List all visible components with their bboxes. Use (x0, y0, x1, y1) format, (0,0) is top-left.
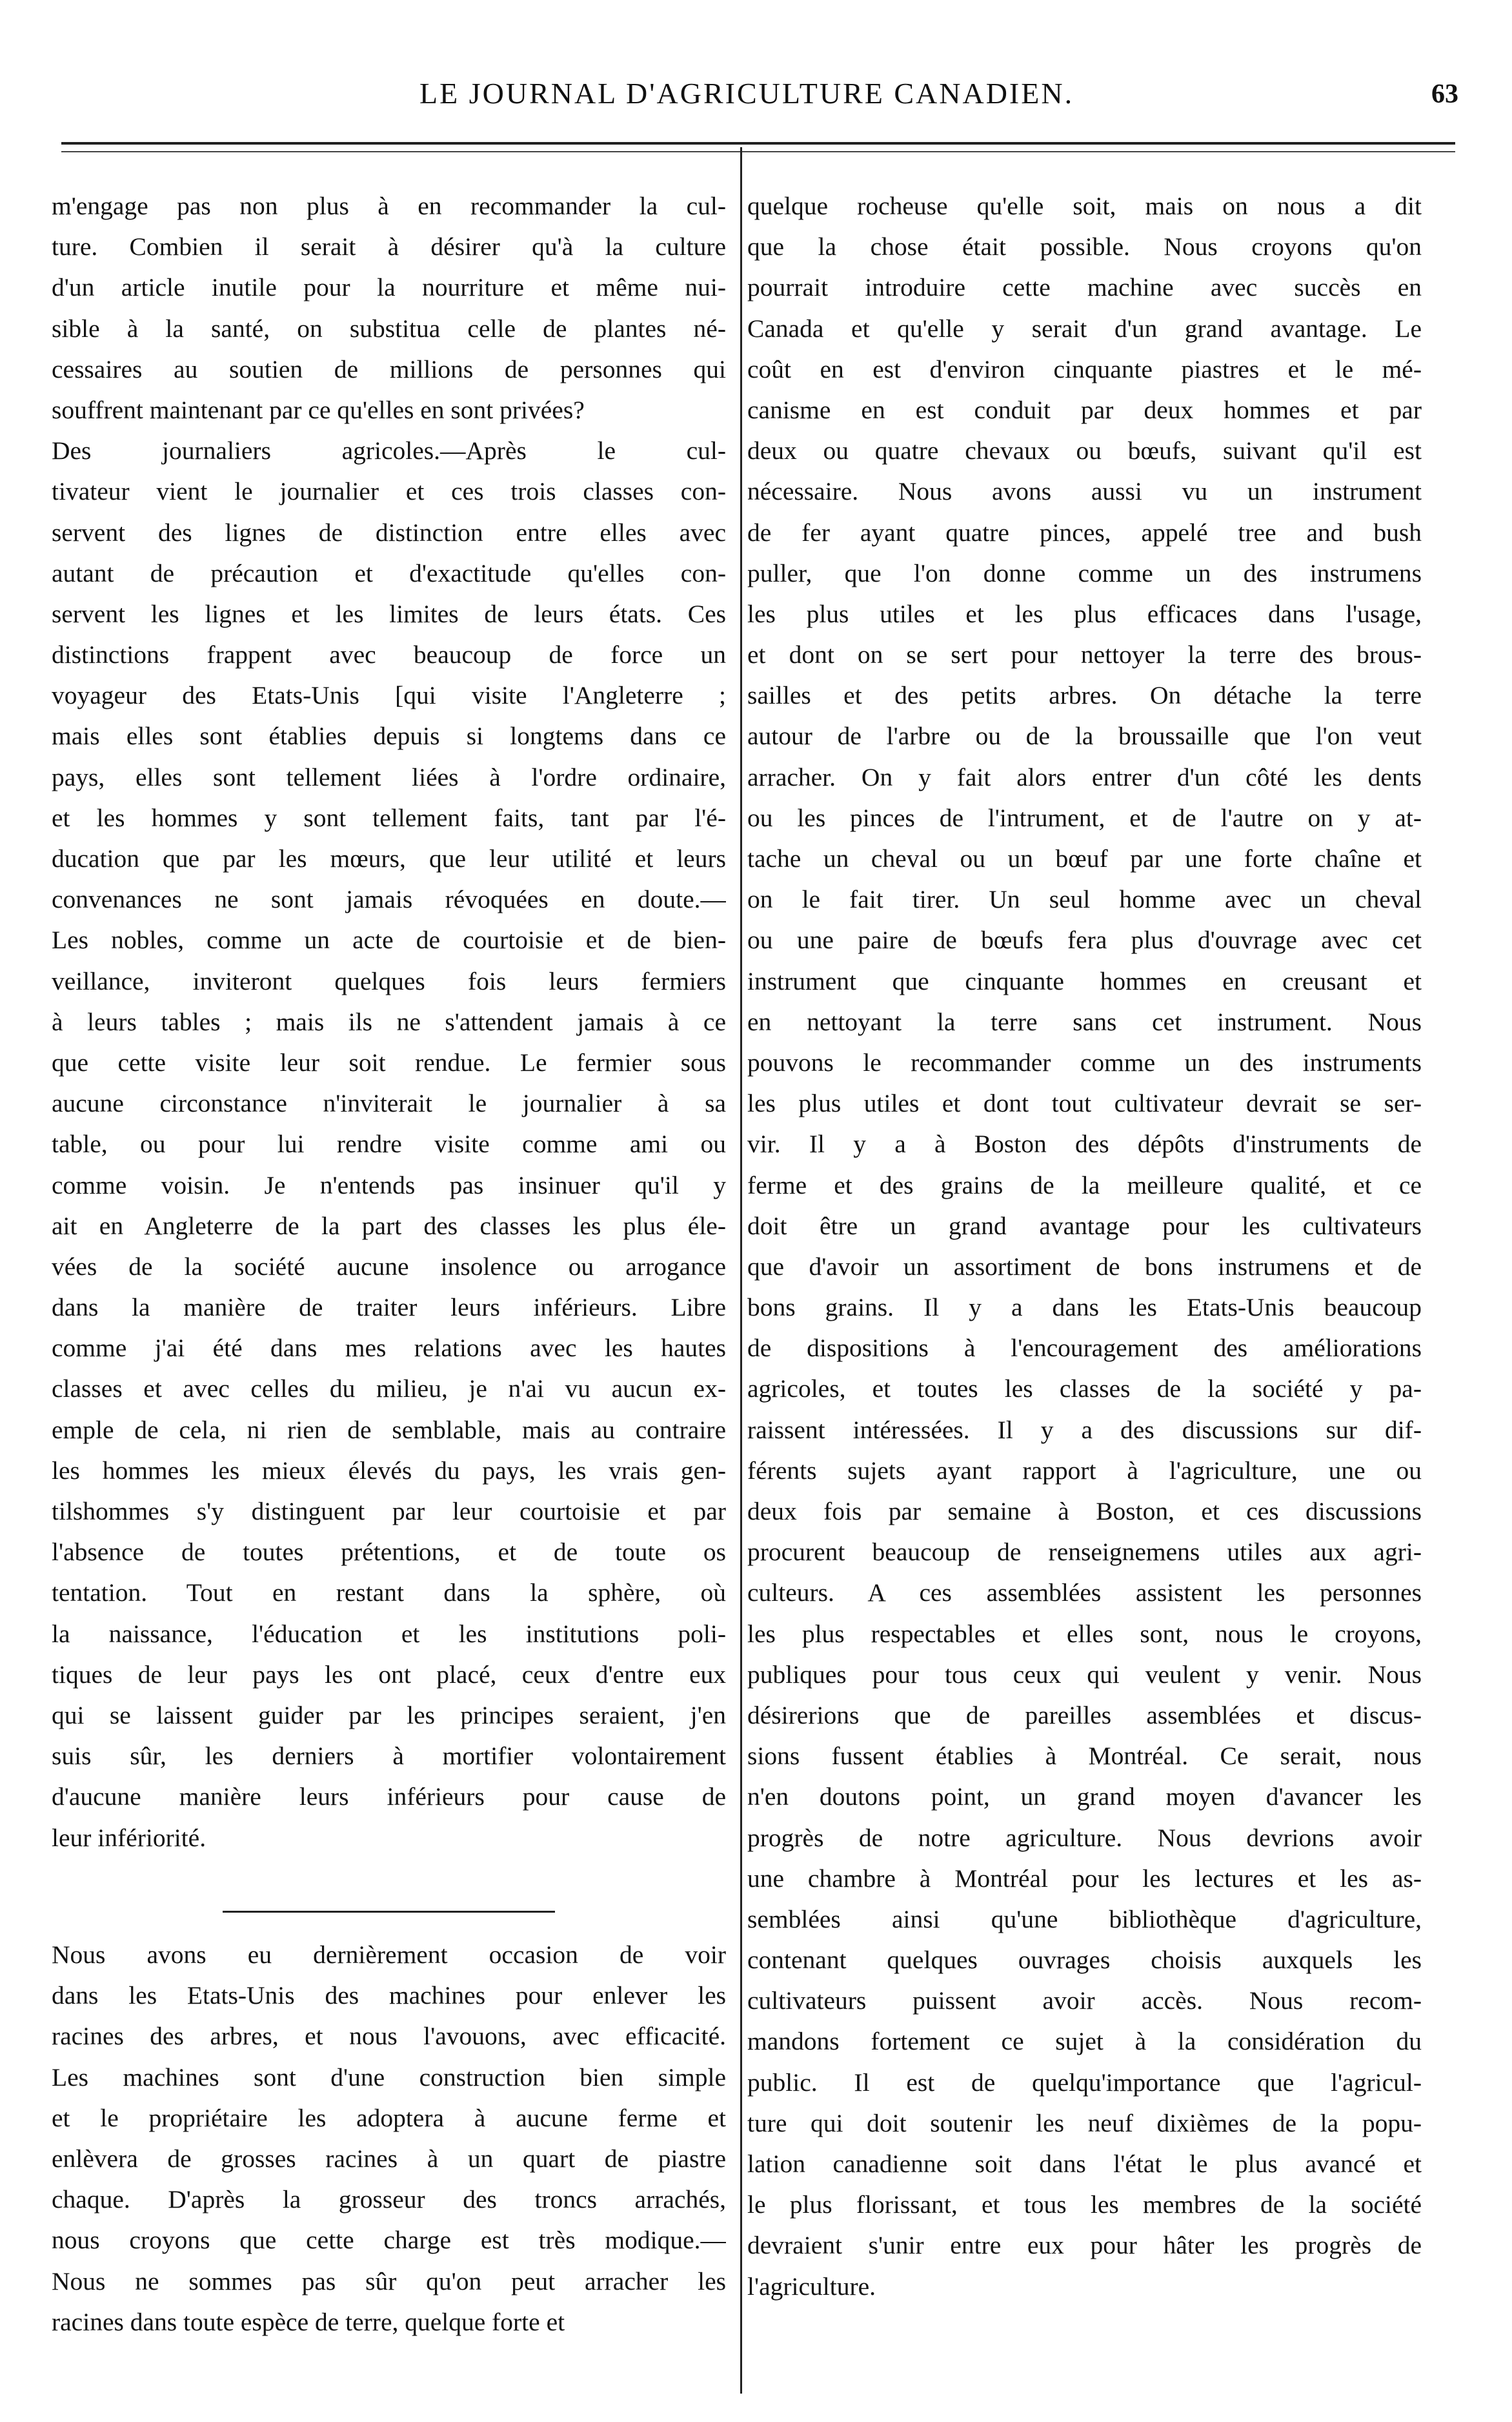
text-line: qui se laissent guider par les principes seraient, j'en (52, 1700, 726, 1729)
text-line: Nous avons eu dernièrement occasion de voir (52, 1940, 726, 1969)
text-line: et les hommes y sont tellement faits, tant par l'é- (52, 803, 726, 832)
text-line: la naissance, l'éducation et les institutions poli- (52, 1619, 726, 1648)
text-line: le plus florissant, et tous les membres de la société (747, 2190, 1422, 2219)
text-line: suis sûr, les derniers à mortifier volontairement (52, 1742, 726, 1771)
text-line: sible à la santé, on substitua celle de plantes né- (52, 314, 726, 343)
text-line: lation canadienne soit dans l'état le plus avancé et (747, 2150, 1422, 2178)
text-line: voyageur des Etats-Unis [qui visite l'Angleterre ; (52, 681, 726, 710)
text-line: semblées ainsi qu'une bibliothèque d'agriculture, (747, 1904, 1422, 1933)
journal-title: LE JOURNAL D'AGRICULTURE CANADIEN. (419, 77, 1074, 110)
text-line: à leurs tables ; mais ils ne s'attendent jamais à ce (52, 1007, 726, 1036)
text-line: férents sujets ayant rapport à l'agriculture, une ou (747, 1456, 1422, 1485)
text-line: tiques de leur pays les ont placé, ceux d'entre eux (52, 1660, 726, 1689)
text-line: ture. Combien il serait à désirer qu'à la culture (52, 232, 726, 261)
text-line: les plus utiles et les plus efficaces dans l'usage, (747, 599, 1422, 628)
text-line: classes et avec celles du milieu, je n'ai vu aucun ex- (52, 1374, 726, 1403)
text-line: racines des arbres, et nous l'avouons, avec efficacité. (52, 2022, 726, 2051)
column-divider (740, 147, 742, 2394)
text-line: convenances ne sont jamais révoquées en doute.— (52, 885, 726, 914)
text-line: veillance, inviteront quelques fois leurs fermiers (52, 966, 726, 995)
text-line: pays, elles sont tellement liées à l'ordre ordinaire, (52, 762, 726, 791)
text-line: vir. Il y a à Boston des dépôts d'instruments de (747, 1130, 1422, 1159)
text-line: aucune circonstance n'inviterait le journalier à sa (52, 1089, 726, 1118)
text-line: désirerions que de pareilles assemblées et discus- (747, 1700, 1422, 1729)
text-line: cultivateurs puissent avoir accès. Nous recom- (747, 1986, 1422, 2015)
text-line: Canada et qu'elle y serait d'un grand avantage. Le (747, 314, 1422, 343)
text-line: m'engage pas non plus à en recommander la cul- (52, 192, 726, 220)
text-line: sailles et des petits arbres. On détache la terre (747, 681, 1422, 710)
text-line: mais elles sont établies depuis si longtems dans ce (52, 722, 726, 751)
text-line: que cette visite leur soit rendue. Le fermier sous (52, 1048, 726, 1077)
text-line: bons grains. Il y a dans les Etats-Unis beaucoup (747, 1293, 1422, 1322)
text-line: procurent beaucoup de renseignemens utiles aux agri- (747, 1538, 1422, 1567)
text-line: sions fussent établies à Montréal. Ce serait, nous (747, 1742, 1422, 1771)
text-line: les plus utiles et dont tout cultivateur devrait se ser- (747, 1089, 1422, 1118)
section-divider-rule (223, 1911, 555, 1913)
text-line: nous croyons que cette charge est très modique.— (52, 2226, 726, 2255)
left-column-second-article (52, 1935, 726, 2343)
text-line: progrès de notre agriculture. Nous devrions avoir (747, 1823, 1422, 1852)
text-line: une chambre à Montréal pour les lectures et les as- (747, 1864, 1422, 1893)
text-line: pourrait introduire cette machine avec succès en (747, 273, 1422, 302)
left-column (52, 186, 726, 1858)
text-line: leur infériorité. (52, 1823, 207, 1852)
text-line: en nettoyant la terre sans cet instrument. Nous (747, 1007, 1422, 1036)
text-line: mandons fortement ce sujet à la considération du (747, 2027, 1422, 2056)
text-line: que d'avoir un assortiment de bons instrumens et de (747, 1252, 1422, 1281)
text-line: et dont on se sert pour nettoyer la terre des brous- (747, 640, 1422, 669)
text-line: public. Il est de quelqu'importance que l'agricul- (747, 2068, 1422, 2097)
text-line: agricoles, et toutes les classes de la société y pa- (747, 1374, 1422, 1403)
text-line: l'agriculture. (747, 2272, 876, 2301)
text-line: raissent intéressées. Il y a des discussions sur dif- (747, 1415, 1422, 1444)
text-line: chaque. D'après la grosseur des troncs arrachés, (52, 2185, 726, 2214)
text-line: servent les lignes et les limites de leurs états. Ces (52, 599, 726, 628)
text-line: Les machines sont d'une construction bien simple (52, 2062, 726, 2091)
text-line: ferme et des grains de la meilleure qualité, et ce (747, 1170, 1422, 1199)
text-line: d'un article inutile pour la nourriture et même nui- (52, 273, 726, 302)
text-line: enlèvera de grosses racines à un quart de piastre (52, 2144, 726, 2173)
text-line: contenant quelques ouvrages choisis auxquels les (747, 1946, 1422, 1975)
text-line: comme voisin. Je n'entends pas insinuer qu'il y (52, 1170, 726, 1199)
text-line: dans la manière de traiter leurs inférieurs. Libre (52, 1293, 726, 1322)
text-line: Des journaliers agricoles.—Après le cul- (52, 436, 726, 465)
text-line: les hommes les mieux élevés du pays, les vrais gen- (52, 1456, 726, 1485)
text-line: instrument que cinquante hommes en creusant et (747, 966, 1422, 995)
text-line: pouvons le recommander comme un des instruments (747, 1048, 1422, 1077)
text-line: les plus respectables et elles sont, nous le croyons, (747, 1619, 1422, 1648)
text-line: ture qui doit soutenir les neuf dixièmes de la popu- (747, 2108, 1422, 2137)
text-line: ducation que par les mœurs, que leur utilité et leurs (52, 844, 726, 873)
text-line: n'en doutons point, un grand moyen d'avancer les (747, 1782, 1422, 1811)
text-line: ou une paire de bœufs fera plus d'ouvrage avec cet (747, 926, 1422, 955)
text-line: de fer ayant quatre pinces, appelé tree and bush (747, 518, 1422, 547)
text-line: Les nobles, comme un acte de courtoisie et de bien- (52, 926, 726, 955)
text-line: emple de cela, ni rien de semblable, mais au contraire (52, 1415, 726, 1444)
text-line: d'aucune manière leurs inférieurs pour cause de (52, 1782, 726, 1811)
page-number: 63 (1431, 79, 1458, 109)
header-rule (61, 142, 1455, 152)
text-line: souffrent maintenant par ce qu'elles en sont privées? (52, 395, 585, 424)
text-line: ou les pinces de l'intrument, et de l'autre on y at- (747, 803, 1422, 832)
text-line: racines dans toute espèce de terre, quelque forte et (52, 2307, 565, 2336)
text-line: vées de la société aucune insolence ou arrogance (52, 1252, 726, 1281)
text-line: devraient s'unir entre eux pour hâter les progrès de (747, 2231, 1422, 2260)
text-line: deux ou quatre chevaux ou bœufs, suivant qu'il est (747, 436, 1422, 465)
text-line: quelque rocheuse qu'elle soit, mais on nous a dit (747, 192, 1422, 220)
text-line: l'absence de toutes prétentions, et de toute os (52, 1538, 726, 1567)
text-line: puller, que l'on donne comme un des instrumens (747, 558, 1422, 587)
text-line: publiques pour tous ceux qui veulent y venir. Nous (747, 1660, 1422, 1689)
text-line: table, ou pour lui rendre visite comme ami ou (52, 1130, 726, 1159)
text-line: canisme en est conduit par deux hommes et par (747, 395, 1422, 424)
text-line: tentation. Tout en restant dans la sphère, où (52, 1578, 726, 1607)
text-line: coût en est d'environ cinquante piastres et le mé- (747, 354, 1422, 383)
text-line: arracher. On y fait alors entrer d'un côté les dents (747, 762, 1422, 791)
text-line: et le propriétaire les adoptera à aucune ferme et (52, 2103, 726, 2132)
text-line: distinctions frappent avec beaucoup de force un (52, 640, 726, 669)
text-line: autour de l'arbre ou de la broussaille que l'on veut (747, 722, 1422, 751)
text-line: ait en Angleterre de la part des classes les plus éle- (52, 1211, 726, 1240)
text-line: autant de précaution et d'exactitude qu'elles con- (52, 558, 726, 587)
text-line: Nous ne sommes pas sûr qu'on peut arracher les (52, 2266, 726, 2295)
page-header (52, 76, 1458, 128)
text-line: que la chose était possible. Nous croyons qu'on (747, 232, 1422, 261)
text-line: comme j'ai été dans mes relations avec les hautes (52, 1334, 726, 1363)
text-line: doit être un grand avantage pour les cultivateurs (747, 1211, 1422, 1240)
text-line: tilshommes s'y distinguent par leur courtoisie et par (52, 1497, 726, 1525)
right-column (747, 186, 1422, 2307)
text-line: tache un cheval ou un bœuf par une forte chaîne et (747, 844, 1422, 873)
text-line: on le fait tirer. Un seul homme avec un cheval (747, 885, 1422, 914)
text-line: dans les Etats-Unis des machines pour enlever les (52, 1981, 726, 2010)
text-line: culteurs. A ces assemblées assistent les personnes (747, 1578, 1422, 1607)
text-line: servent des lignes de distinction entre elles avec (52, 518, 726, 547)
text-line: tivateur vient le journalier et ces trois classes con- (52, 477, 726, 506)
text-line: nécessaire. Nous avons aussi vu un instrument (747, 477, 1422, 506)
text-line: de dispositions à l'encouragement des améliorations (747, 1334, 1422, 1363)
text-line: cessaires au soutien de millions de personnes qui (52, 354, 726, 383)
text-line: deux fois par semaine à Boston, et ces discussions (747, 1497, 1422, 1525)
